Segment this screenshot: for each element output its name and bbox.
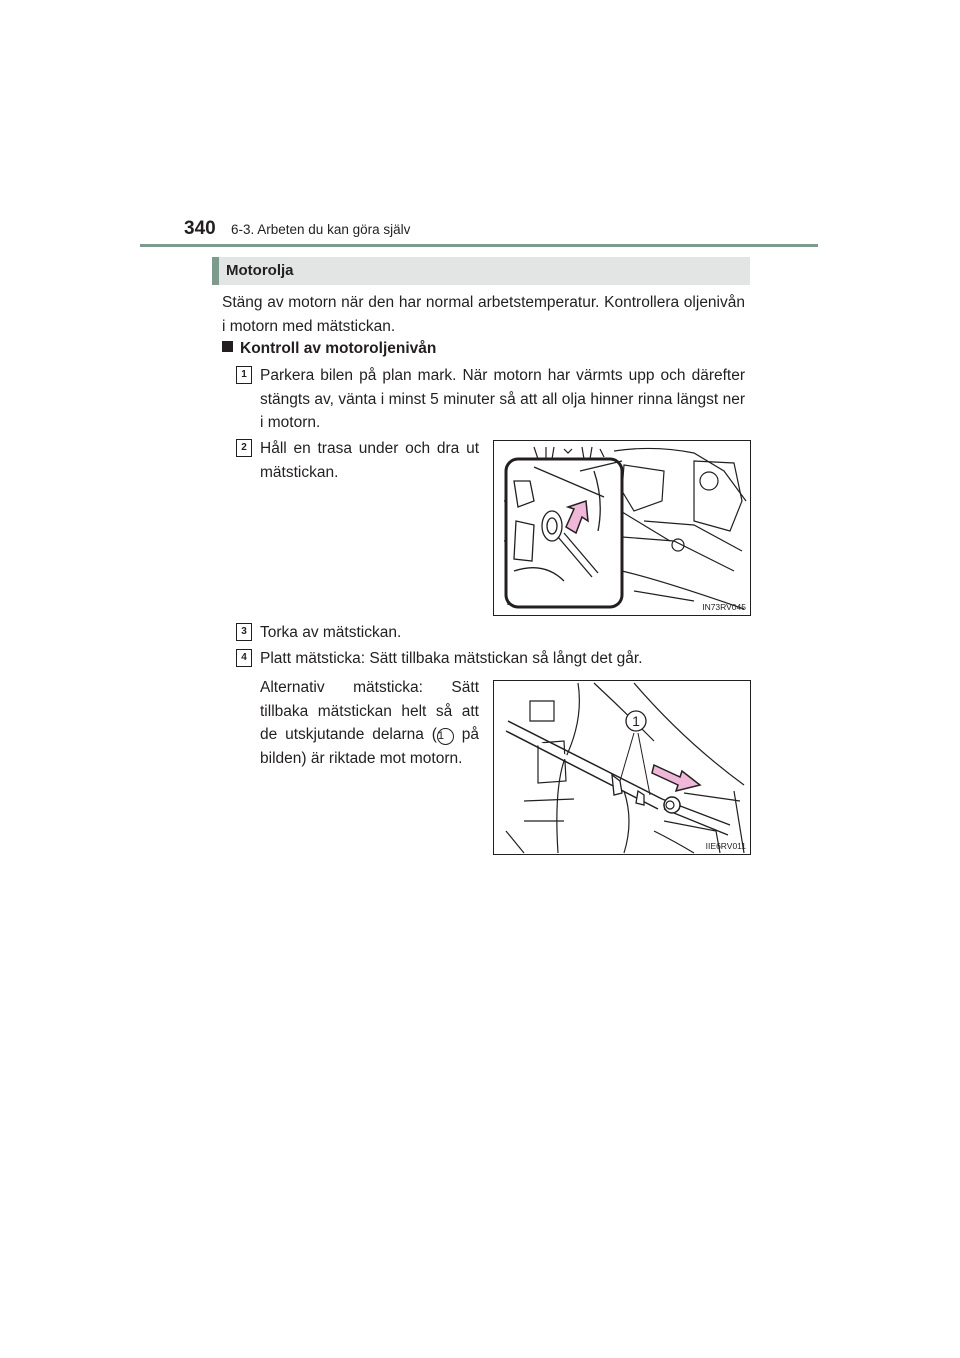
subheading (222, 340, 436, 358)
alt-text-after: på bilden) är riktade mot motorn. (260, 726, 479, 767)
page-number: 340 (184, 218, 216, 239)
figure-dipstick-pull (493, 440, 751, 616)
figure-code: IN73RV045 (702, 602, 746, 612)
step-2-text: Håll en trasa under och dra ut mätstickan. (260, 440, 479, 481)
chapter-header: 6-3. Arbeten du kan göra själv (231, 222, 411, 237)
step-number-4: 4 (236, 649, 252, 667)
section-title: Motorolja (226, 262, 294, 279)
subheading-text: Kontroll av motoroljenivån (240, 340, 437, 357)
section-accent (212, 257, 219, 285)
step-4-text: Platt mätsticka: Sätt tillbaka mätstickan så långt det går. (260, 650, 643, 667)
square-bullet-icon (222, 341, 233, 352)
step-1-text: Parkera bilen på plan mark. När motorn har värmts upp och därefter stängts av, vänta i minst 5 minuter så att all olja hinner rinna längst ner i motorn. (260, 367, 745, 431)
step-4-alt-text (260, 676, 479, 770)
figure-code: IIE6RV011 (705, 841, 746, 851)
intro-paragraph: Stäng av motorn när den har normal arbetstemperatur. Kontrollera oljenivån i motorn med mätstickan. (222, 294, 745, 335)
dipstick-insert-illustration (494, 681, 750, 854)
section-bar (212, 257, 750, 285)
engine-bay-illustration (494, 441, 750, 615)
step-3-text: Torka av mätstickan. (260, 624, 402, 641)
step-number-3: 3 (236, 623, 252, 641)
header-rule (140, 244, 818, 247)
step-number-2: 2 (236, 439, 252, 457)
step-number-1: 1 (236, 366, 252, 384)
alt-text-before: Alternativ mätsticka: Sätt tillbaka mätstickan helt så att de utskjutande delarna ( (260, 679, 479, 743)
figure-callout-1: 1 (632, 713, 640, 729)
callout-1-inline: 1 (437, 728, 454, 745)
figure-dipstick-insert (493, 680, 751, 855)
